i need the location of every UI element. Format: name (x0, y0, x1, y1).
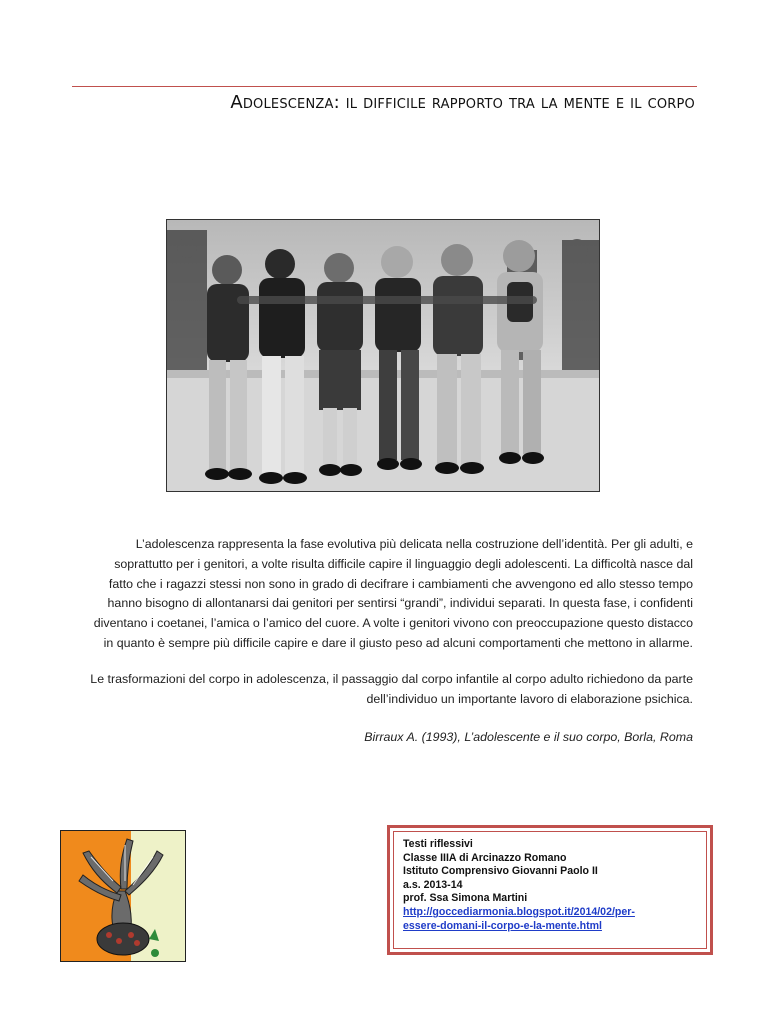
paragraph-line: Le trasformazioni del corpo in adolescenza, il passaggio dal corpo infantile al corpo adulto richiedono da parte (90, 672, 693, 686)
paragraph-line: L’adolescenza rappresenta la fase evolutiva più delicata nella costruzione dell’identità. Per gli adulti, e (135, 537, 693, 551)
paragraph-intro (72, 535, 693, 654)
credits-teacher: prof. Ssa Simona Martini (403, 892, 528, 905)
credits-year: a.s. 2013-14 (403, 878, 463, 891)
tree-hands-logo-icon (60, 830, 186, 962)
credits-class: Classe IIIA di Arcinazzo Romano (403, 851, 567, 864)
credits-text (403, 838, 703, 933)
paragraph-line: fatto che i ragazzi stessi non sono in grado di decifrare i cambiamenti che avvengono ed allo stesso tempo (108, 576, 693, 591)
credits-link-line1[interactable]: http://goccediarmonia.blogspot.it/2014/02/per- (403, 905, 635, 918)
page-title: Adolescenza: il difficile rapporto tra la mente e il corpo (230, 92, 695, 113)
paragraph-line: diventano i coetanei, l’amica o l’amico del cuore. A volte i genitori vivono con preoccupazione questo distacco (93, 616, 693, 631)
paragraph-line: in quanto è sempre più difficile capire e dare il giusto peso ad alcuni comportamenti che mettono in allarme. (103, 635, 693, 650)
paragraph-line: soprattutto per i genitori, a volte risulta difficile capire il linguaggio degli adolescenti. La difficoltà nasce dal (114, 556, 693, 571)
header-rule (72, 86, 697, 87)
credits-label: Testi riflessivi (403, 838, 473, 850)
paragraph-body-transformations (72, 670, 693, 710)
credits-link-line2[interactable]: essere-domani-il-corpo-e-la-mente.html (403, 919, 602, 932)
paragraph-line: hanno bisogno di allontanarsi dai genitori per sentirsi “grandi”, individui separati. In questa fase, i confidenti (107, 596, 693, 611)
credits-link[interactable] (403, 906, 635, 932)
paragraph-line: dell’individuo un importante lavoro di elaborazione psichica. (366, 691, 693, 706)
citation: Birraux A. (1993), L’adolescente e il suo corpo, Borla, Roma (364, 730, 693, 744)
credits-box (387, 825, 713, 955)
photo-teenagers-walking (166, 219, 600, 492)
credits-school: Istituto Comprensivo Giovanni Paolo II (403, 865, 598, 878)
